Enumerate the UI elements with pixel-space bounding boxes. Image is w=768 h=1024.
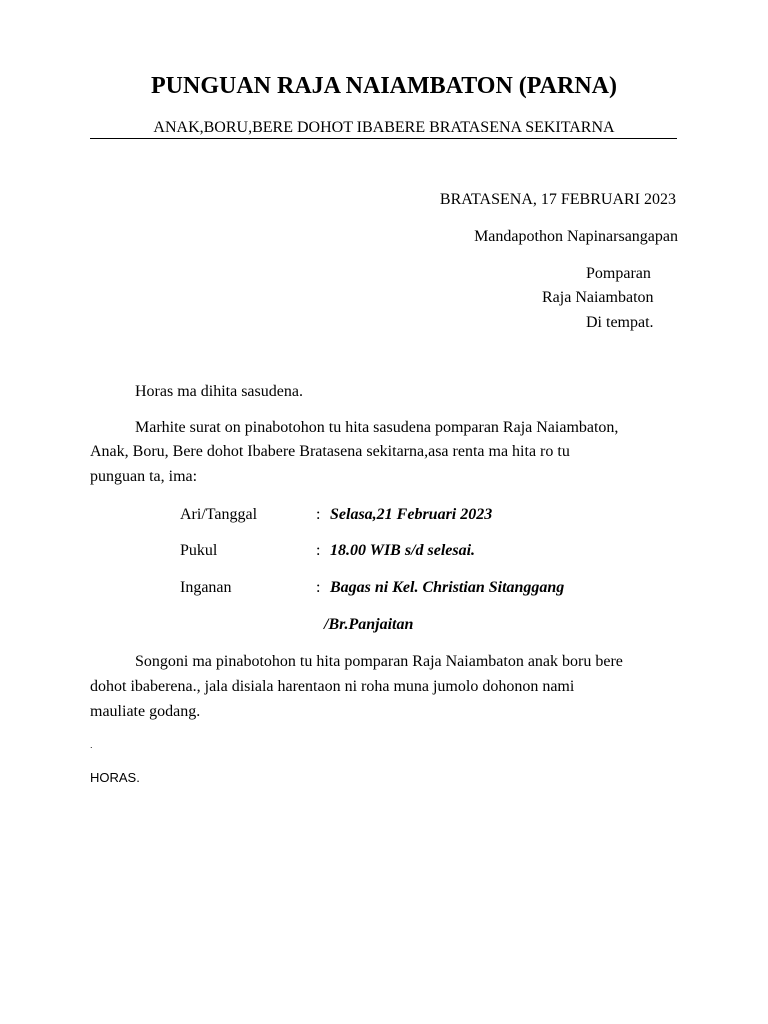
letter-title: PUNGUAN RAJA NAIAMBATON (PARNA)	[151, 73, 617, 99]
detail-separator: :	[316, 506, 321, 523]
signoff: HORAS.	[90, 770, 140, 785]
recipient-line: Di tempat.	[586, 314, 654, 331]
detail-continuation: /Br.Panjaitan	[324, 616, 414, 633]
intro-line: punguan ta, ima:	[90, 468, 198, 485]
detail-value: 18.00 WIB s/d selesai.	[330, 542, 476, 559]
intro-line: Anak, Boru, Bere dohot Ibabere Bratasena sekitarna,asa renta ma hita ro tu	[90, 443, 570, 460]
header-divider	[90, 138, 677, 139]
stray-dot: .	[90, 740, 93, 750]
detail-value: Bagas ni Kel. Christian Sitanggang	[330, 579, 565, 596]
detail-label: Ari/Tanggal	[180, 506, 258, 523]
letter-subtitle: ANAK,BORU,BERE DOHOT IBABERE BRATASENA SEKITARNA	[153, 119, 615, 136]
detail-value: Selasa,21 Februari 2023	[330, 506, 493, 523]
subject-line: Mandapothon Napinarsangapan	[474, 228, 678, 245]
detail-separator: :	[316, 542, 321, 559]
closing-line: Songoni ma pinabotohon tu hita pomparan Raja Naiambaton anak boru bere	[135, 653, 623, 670]
intro-line: Marhite surat on pinabotohon tu hita sasudena pomparan Raja Naiambaton,	[135, 419, 619, 436]
date-line: BRATASENA, 17 FEBRUARI 2023	[439, 191, 676, 208]
greeting: Horas ma dihita sasudena.	[135, 383, 303, 400]
recipient-line: Pomparan	[586, 265, 651, 282]
detail-label: Inganan	[180, 579, 232, 596]
detail-label: Pukul	[180, 542, 218, 559]
recipient-line: Raja Naiambaton	[542, 289, 654, 306]
detail-separator: :	[316, 579, 321, 596]
closing-line: mauliate godang.	[90, 703, 201, 720]
closing-line: dohot ibaberena., jala disiala harentaon ni roha muna jumolo dohonon nami	[90, 678, 575, 695]
